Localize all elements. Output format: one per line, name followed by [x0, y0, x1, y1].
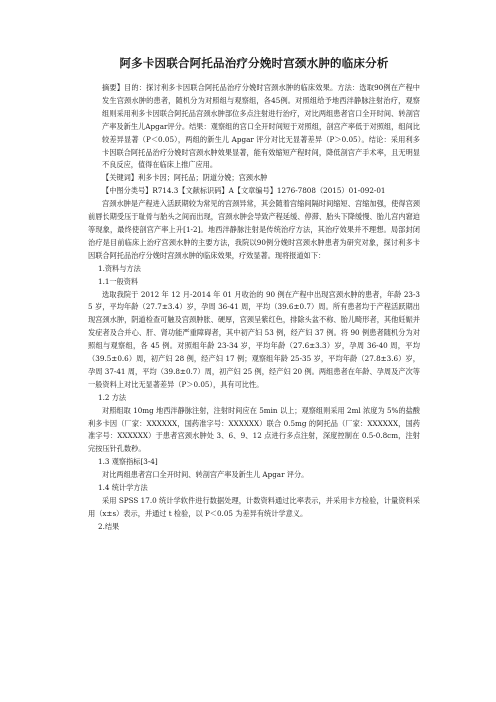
- section-heading-results: 2.结果: [98, 521, 120, 531]
- general-paragraph: 选取我院于 2012 年 12 月-2014 年 01 月收治的 90 例在产程中出现宫颈水肿的患者，年龄 23-35 岁，平均年龄（27.7±3.4）岁，孕周 36-41 周，平均（39.6±0.7）周。所有患者均于产程活跃期出现宫颈水肿，阴道检查可触及宫颈肿胀、硬厚，宫颈呈紫红色，排除头盆不称、胎儿畸形者，其他妊娠并发症者及合并心、肝、肾功能严重障碍者，其中初产妇 53 例，经产妇 37 例。将 90 例患者随机分为对照组与观察组，各 45 例。对照组年龄 23-34 岁，平均年龄（27.6±3.3）岁，孕周 36-40 周，平均（39.5±0.6）周，初产妇 28 例，经产妇 17 例；观察组年龄 25-35 岁，平均年龄（27.8±3.6）岁，孕周 37-41 周，平均（39.8±0.7）周，初产妇 25 例，经产妇 20 例。两组患者在年龄、孕周及产次等一般资料上对比无显著差异（P＞0.05），具有可比性。: [88, 289, 420, 389]
- section-heading-index: 1.3 观察指标[3-4]: [98, 457, 158, 467]
- intro-paragraph: 宫颈水肿是产程进入活跃期较为常见的宫颈异常，其会随着宫缩间隔时间缩短、宫缩加强，使得宫颈前唇长期受压于耻骨与胎头之间而出现，宫颈水肿会导致产程延缓、停滞、胎头下降缓慢、胎儿宫内窘迫等现象，最终使剖宫产率上升[1-2]。地西泮静脉注射是传统治疗方法，其治疗效果并不理想。局部封闭治疗是目前临床上治疗宫颈水肿的主要方法，我院以90例分娩时宫颈水肿患者为研究对象，探讨利多卡因联合阿托品治疗分娩时宫颈水肿的临床效果，疗效显著。现将报道如下：: [88, 199, 420, 260]
- section-heading-stats: 1.4 统计学方法: [98, 483, 148, 493]
- classification-line: 【中图分类号】R714.3【文献标识码】A【文章编号】1276-7808（2015）01-092-01: [102, 186, 386, 196]
- section-heading-method: 1.2 方法: [98, 392, 127, 402]
- stats-paragraph: 采用 SPSS 17.0 统计学软件进行数据处理，计数资料通过比率表示，并采用卡方检验，计量资料采用（x±s）表示，并通过 t 检验，以 P＜0.05 为差异有统计学意义。: [88, 496, 420, 518]
- paper-body: [88, 82, 420, 534]
- abstract: 摘要】目的：探讨利多卡因联合阿托品治疗分娩时宫颈水肿的临床效果。方法：选取90例在产程中发生宫颈水肿的患者，随机分为对照组与观察组，各45例。对照组给予地西泮静脉注射治疗，观察组则采用利多卡因联合阿托品宫颈水肿部位多点注射进行治疗，对比两组患者宫口全开时间、转剖宫产率及新生儿Apgar评分。结果：观察组的宫口全开时间短于对照组，剖宫产率低于对照组，组间比较差异显著（P＜0.05），两组的新生儿 Apgar 评分对比无显著差异（P＞0.05）。结论：采用利多卡因联合阿托品治疗分娩时宫颈水肿效果显著，能有效缩短产程时间，降低剖宫产手术率，且无明显不良反应，值得在临床上推广应用。: [102, 83, 420, 170]
- method-paragraph: 对照组取 10mg 地西泮静脉注射，注射时间应在 5min 以上；观察组则采用 2ml 浓度为 5%的盐酸利多卡因（厂家：XXXXXX，国药准字号：XXXXXX）联合 0.5mg 的阿托品（厂家：XXXXXX，国药准字号：XXXXXX）于患者宫颈水肿处 3、6、9、12 点进行多点注射，深度控制在 0.5-0.8cm，注射完按压针孔数秒。: [88, 405, 420, 454]
- section-heading-materials: 1.资料与方法: [98, 263, 141, 273]
- keywords: 【关键词】利多卡因；阿托品；阴道分娩；宫颈水肿: [102, 173, 268, 183]
- section-heading-general: 1.1一般资料: [98, 276, 139, 286]
- index-paragraph: 对比两组患者宫口全开时间、转剖宫产率及新生儿 Apgar 评分。: [102, 470, 309, 480]
- paper-title: 阿多卡因联合阿托品治疗分娩时宫颈水肿的临床分析: [119, 56, 389, 70]
